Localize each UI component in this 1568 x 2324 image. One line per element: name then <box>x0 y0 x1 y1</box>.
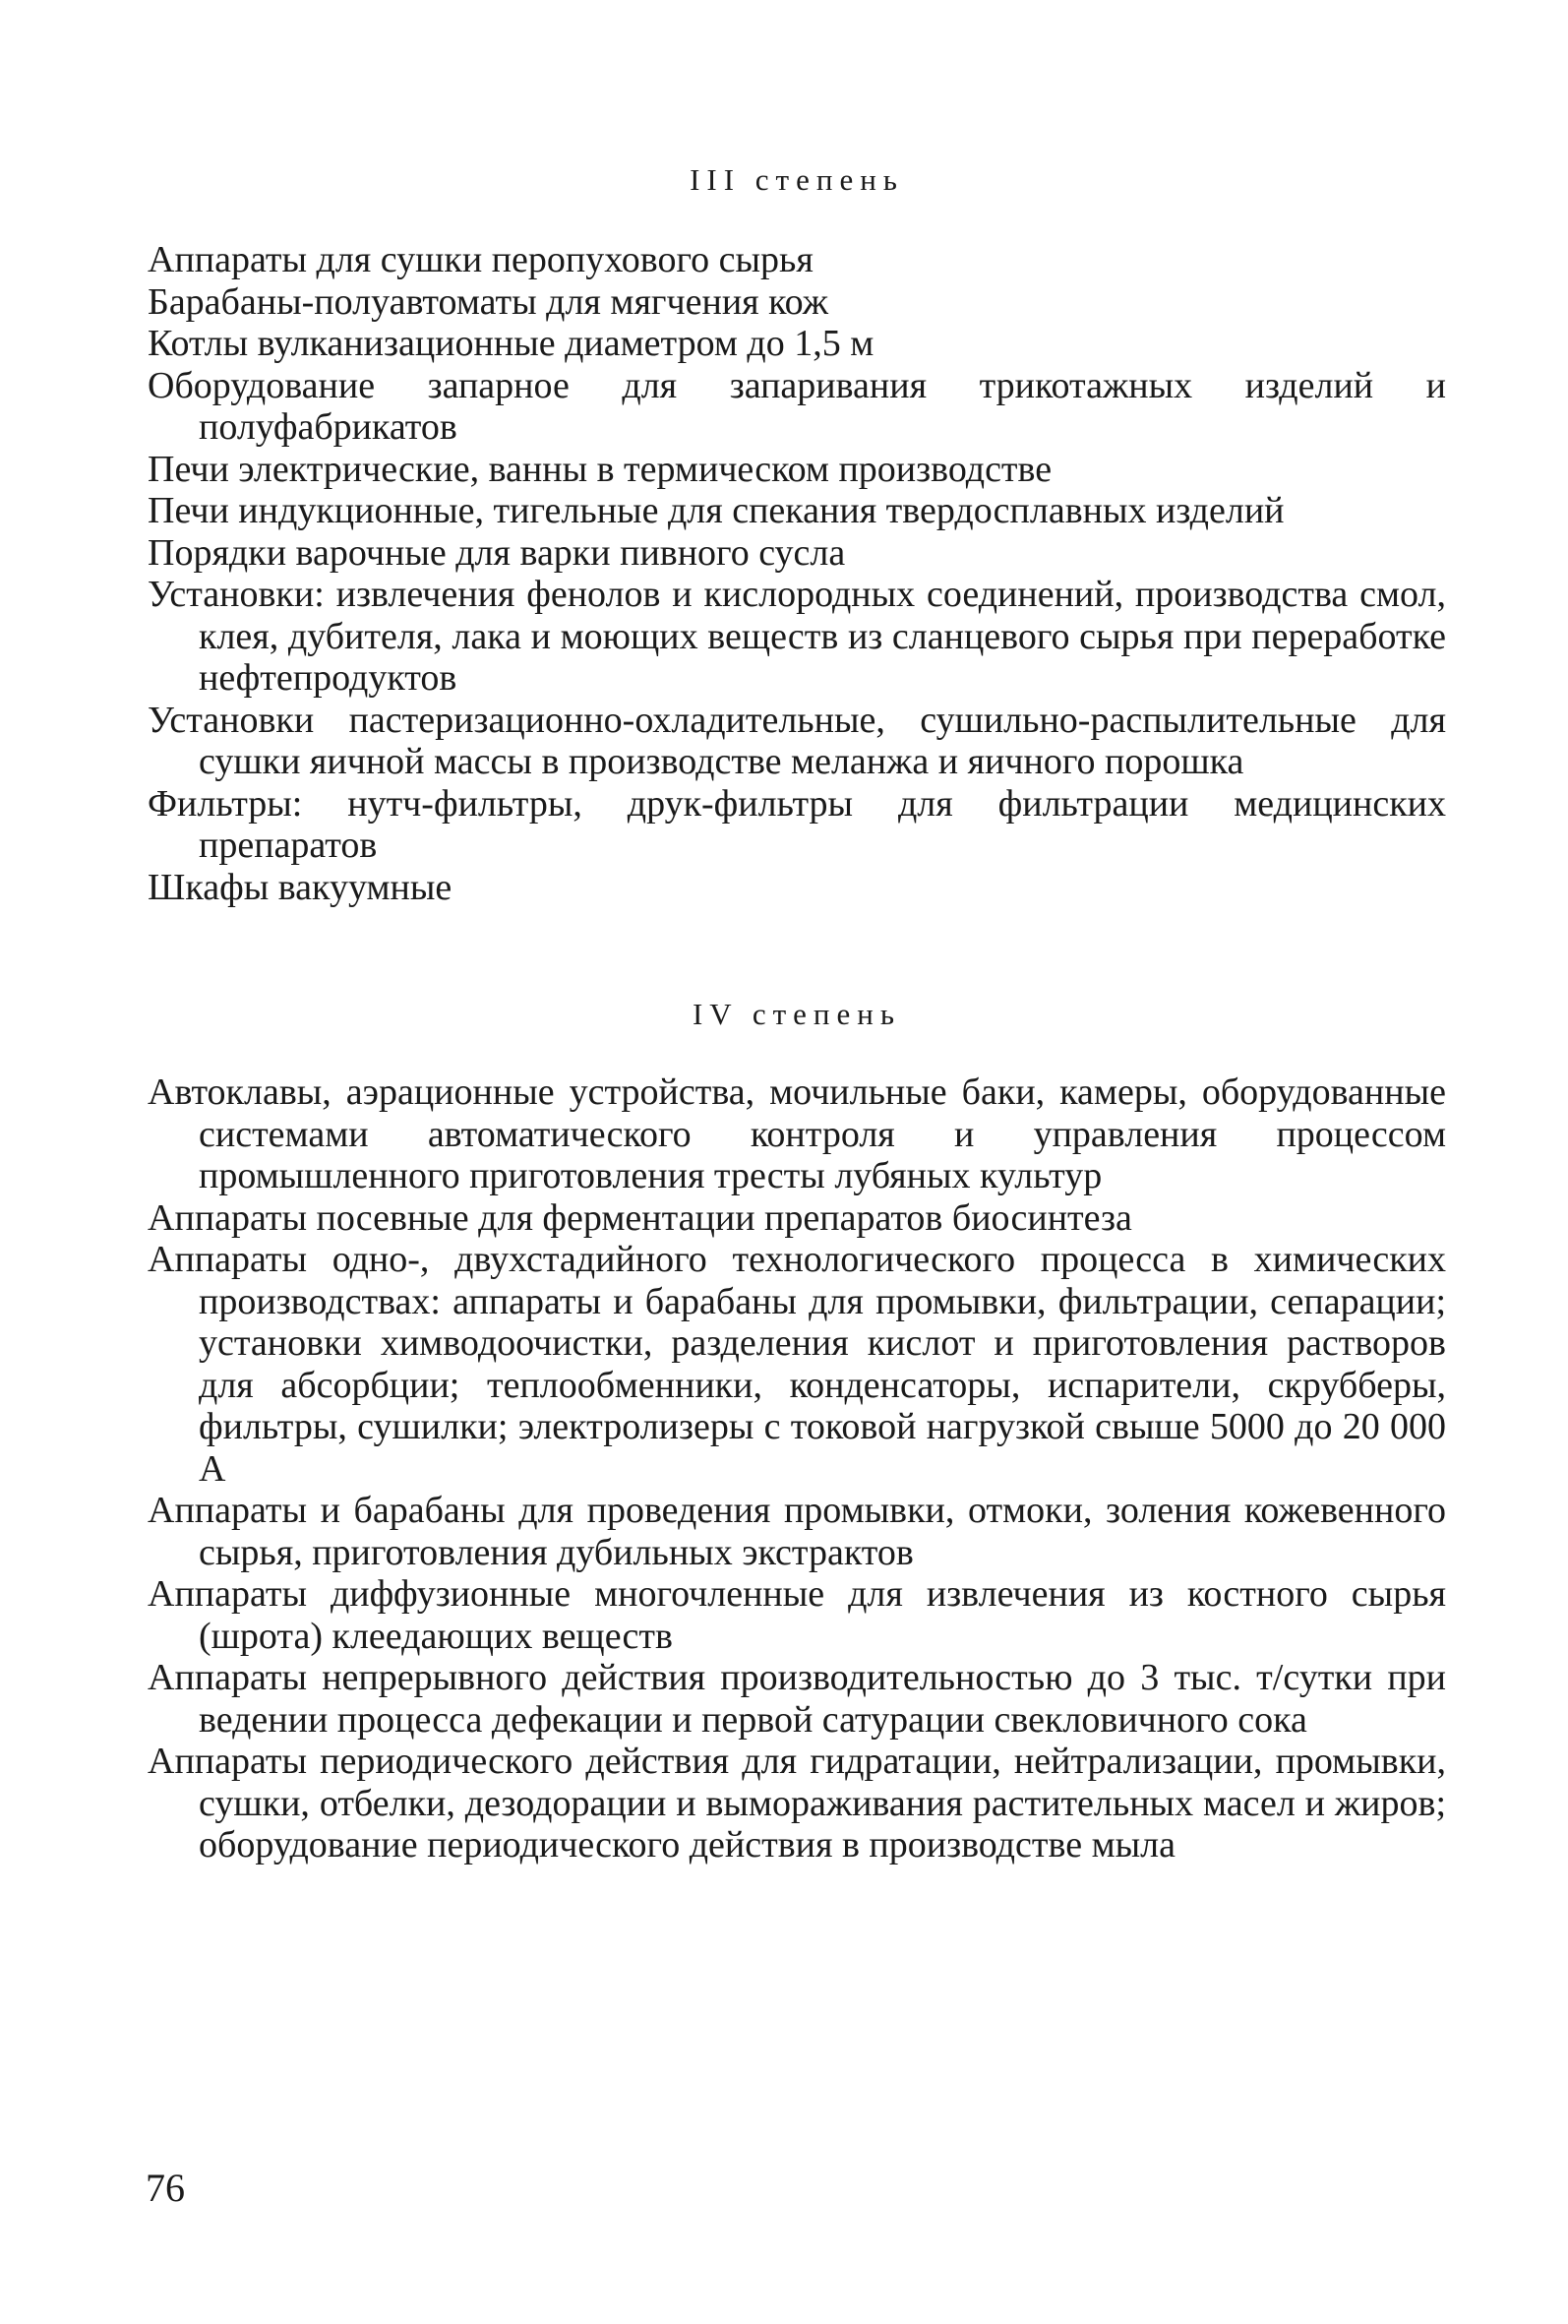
list-item: Аппараты для сушки перопухового сырья <box>148 239 814 280</box>
list-item: Аппараты посевные для ферментации препаратов биосинтеза <box>148 1196 1132 1239</box>
list-item: Аппараты периодического действия для гидратации, нейтрализации, промывки, сушки, отбелки, дезодорации и вымораживания растительных масел и жиров; оборудование периодического действия в производстве мыла <box>148 1741 1446 1865</box>
section-iv-list <box>148 1071 1446 1866</box>
list-item: Аппараты и барабаны для проведения промывки, отмоки, золения кожевенного сырья, приготовления дубильных экстрактов <box>148 1490 1446 1573</box>
section-heading-iv: IV степень <box>692 997 902 1031</box>
list-item: Печи индукционные, тигельные для спекания твердосплавных изделий <box>148 490 1285 531</box>
list-item: Порядки варочные для варки пивного сусла <box>148 531 846 574</box>
list-item: Аппараты непрерывного действия производительностью до 3 тыс. т/сутки при ведении процесса дефекации и первой сатурации свекловичного сока <box>148 1657 1446 1741</box>
list-item: Печи электрические, ванны в термическом производстве <box>148 448 1053 490</box>
list-item: Установки: извлечения фенолов и кислородных соединений, производства смол, клея, дубителя, лака и моющих веществ из сланцевого сырья при переработке нефтепродуктов <box>148 574 1446 699</box>
list-item: Оборудование запарное для запаривания трикотажных изделий и полуфабрикатов <box>148 364 1446 448</box>
section-iii-list <box>148 239 1446 908</box>
section-heading-iii: III степень <box>690 162 904 197</box>
page-number: 76 <box>146 2166 185 2210</box>
list-item: Автоклавы, аэрационные устройства, мочильные баки, камеры, оборудованные системами автоматического контроля и управления процессом промышленного приготовления тресты лубяных культур <box>148 1071 1446 1196</box>
list-item: Барабаны-полуавтоматы для мягчения кож <box>148 280 828 323</box>
page-body <box>148 162 1446 1866</box>
list-item: Фильтры: нутч-фильтры, друк-фильтры для фильтрации медицинских препаратов <box>148 782 1446 866</box>
list-item: Аппараты одно-, двухстадийного технологического процесса в химических производствах: аппараты и барабаны для промывки, фильтрации, сепарации; установки химводоочистки, разделения кислот и приготовления растворов для абсорбции; теплообменники, конденсаторы, испарители, скрубберы, фильтры, сушилки; электролизеры с токовой нагрузкой свыше 5000 до 20 000 А <box>148 1239 1446 1490</box>
list-item: Шкафы вакуумные <box>148 866 452 908</box>
list-item: Установки пастеризационно-охладительные, сушильно-распылительные для сушки яичной массы в производстве меланжа и яичного порошка <box>148 699 1446 782</box>
list-item: Котлы вулканизационные диаметром до 1,5 м <box>148 323 874 364</box>
list-item: Аппараты диффузионные многочленные для извлечения из костного сырья (шрота) клеедающих веществ <box>148 1573 1446 1657</box>
